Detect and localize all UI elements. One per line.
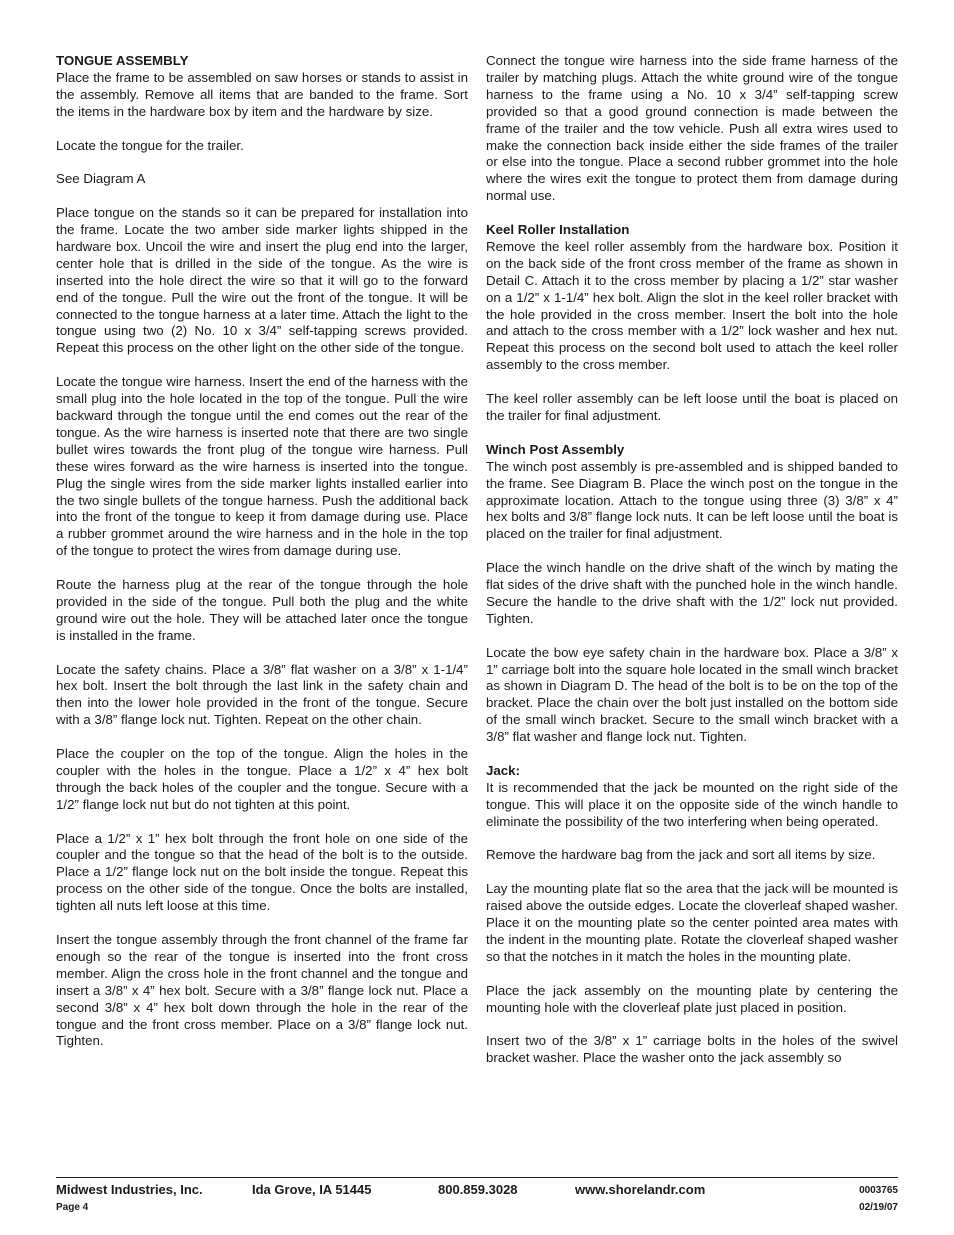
paragraph: Place the frame to be assembled on saw horses or stands to assist in the assembly. Remove all items that are banded to the frame. Sort the items in the hardware box by item and the hardware by size. (56, 69, 468, 119)
paragraph: Connect the tongue wire harness into the side frame harness of the trailer by matching plugs. Attach the white ground wire of the tongue harness to the frame using a No. 10 x 3/4” self-tapping screw provided so that a good ground connection is made between the frame of the trailer and the tow vehicle. Push all extra wires used to make the connection back inside either the side frames of the trailer or else into the tongue. Place a second rubber grommet into the hole where the wires exit the tongue to protect them from damage during normal use. (486, 53, 898, 204)
left-column (56, 53, 468, 1067)
company-name: Midwest Industries, Inc. (56, 1182, 203, 1197)
paragraph: It is recommended that the jack be mounted on the right side of the tongue. This will place it on the opposite side of the winch handle to eliminate the possibility of the two interfering when being operated. (486, 779, 898, 829)
paragraph: Place the jack assembly on the mounting plate by centering the mounting hole with the cloverleaf plate just placed in position. (486, 982, 898, 1015)
winch-post-heading: Winch Post Assembly (486, 441, 625, 457)
tongue-assembly-heading: TONGUE ASSEMBLY (56, 53, 189, 68)
paragraph: The keel roller assembly can be left loose until the boat is placed on the trailer for final adjustment. (486, 391, 898, 423)
company-website: www.shorelandr.com (575, 1182, 706, 1197)
keel-roller-heading: Keel Roller Installation (486, 222, 630, 238)
paragraph: See Diagram A (56, 171, 146, 187)
paragraph: Place the winch handle on the drive shaft of the winch by mating the flat sides of the drive shaft with the punched hole in the winch handle. Secure the handle to the drive shaft with the 1/2” lock nut provided. Tighten. (486, 560, 898, 626)
paragraph: Insert two of the 3/8” x 1” carriage bolts in the holes of the swivel bracket washer. Place the washer onto the jack assembly so (486, 1033, 898, 1066)
paragraph: Locate the safety chains. Place a 3/8” flat washer on a 3/8” x 1-1/4” hex bolt. Insert the bolt through the last link in the safety chain and then into the lower hole provided in the front of the tongue. Secure with a 3/8” flange lock nut. Tighten. Repeat on the other chain. (56, 661, 468, 728)
paragraph: Place tongue on the stands so it can be prepared for installation into the frame. Locate the two amber side marker lights shipped in the hardware box. Uncoil the wire and insert the plug end into the larger, center hole that is drilled in the side of the tongue. As the wire is inserted into the hole direct the wire so that it will go to the forward end of the tongue. Pull the wire out the front of the tongue. It will be connected to the tongue harness at a later time. Attach the light to the tongue using two (2) No. 10 x 3/4” self-tapping screws provided. Repeat this process on the other light on the other side of the tongue. (56, 205, 468, 356)
page-footer (56, 1182, 898, 1222)
right-column (486, 53, 898, 1084)
paragraph: Insert the tongue assembly through the front channel of the frame far enough so the rear of the tongue is inserted into the front cross member. Align the cross hole in the front channel and the tongue and insert a 3/8” x 4” hex bolt. Secure with a 3/8” flange lock nut. Place a second 3/8” x 4” hex bolt down through the hole in the rear of the tongue and the front cross member. Place on a 3/8” flange lock nut. Tighten. (56, 931, 468, 1049)
paragraph: Route the harness plug at the rear of the tongue through the hole provided in the side of the tongue. Pull both the plug and the white ground wire out the hole. They will be attached later once the tongue is installed in the frame. (56, 577, 468, 643)
company-location: Ida Grove, IA 51445 (252, 1182, 372, 1197)
paragraph: Place a 1/2” x 1” hex bolt through the front hole on one side of the coupler and the tongue so that the head of the bolt is to the outside. Place a 1/2” flange lock nut on the bolt inside the tongue. Repeat this process on the other side of the tongue. Once the bolts are installed, tighten all nuts left loose at this time. (56, 830, 468, 914)
document-number: 0003765 (859, 1185, 898, 1196)
paragraph: Locate the tongue wire harness. Insert the end of the harness with the small plug into the hole located in the top of the tongue. Pull the wire backward through the tongue until the end comes out the rear of the tongue. As the wire harness is inserted note that there are two single bullet wires towards the front plug of the tongue wire harness. Pull these wires forward as the wire harness is inserted into the tongue. Plug the single wires from the side marker lights installed earlier into the two single bullets of the tongue harness. Push the additional back into the front of the tongue to keep it from damage during use. Place a rubber grommet around the wire harness and in the hole in the top of the tongue to protect the wires from damage during use. (56, 374, 468, 559)
paragraph: Locate the tongue for the trailer. (56, 137, 244, 153)
document-date: 02/19/07 (859, 1202, 898, 1213)
paragraph: Remove the hardware bag from the jack and sort all items by size. (486, 847, 876, 863)
paragraph: Remove the keel roller assembly from the hardware box. Position it on the back side of the front cross member of the frame as shown in Detail C. Attach it to the cross member by placing a 1/2” star washer on a 1/2” x 1-1/4” hex bolt. Align the slot in the keel roller bracket with the hole provided in the cross member. Insert the bolt into the hole and attach to the cross member with a 1/2” lock washer and hex nut. Repeat this process on the second bolt used to attach the keel roller assembly to the cross member. (486, 238, 898, 373)
paragraph: Lay the mounting plate flat so the area that the jack will be mounted is raised above the outside edges. Locate the cloverleaf shaped washer. Place it on the mounting plate so the center pointed area mates with the indent in the mounting plate. Rotate the cloverleaf shaped washer so that the notches in it match the holes in the mounting plate. (486, 881, 898, 964)
jack-heading: Jack: (486, 762, 521, 778)
paragraph: The winch post assembly is pre-assembled and is shipped banded to the frame. See Diagram B. Place the winch post on the tongue in the approximate location. Attach to the tongue using three (3) 3/8” x 4” hex bolts and 3/8” flange lock nuts. It can be left loose until the boat is placed on the trailer for final adjustment. (486, 458, 898, 542)
footer-divider (56, 1177, 898, 1178)
paragraph: Locate the bow eye safety chain in the hardware box. Place a 3/8” x 1” carriage bolt into the square hole located in the small winch bracket as shown in Diagram D. The head of the bolt is to be on the top of the bracket. Place the chain over the bolt just installed on the bottom side of the small winch bracket. Secure to the small winch bracket with a 3/8” flat washer and flange lock nut. Tighten. (486, 644, 898, 745)
company-phone: 800.859.3028 (438, 1182, 518, 1197)
page-number: Page 4 (56, 1202, 89, 1213)
paragraph: Place the coupler on the top of the tongue. Align the holes in the coupler with the holes in the tongue. Place a 1/2” x 4” hex bolt through the back holes of the coupler and the tongue. Secure with a 1/2” flange lock nut but do not tighten at this point. (56, 746, 468, 812)
